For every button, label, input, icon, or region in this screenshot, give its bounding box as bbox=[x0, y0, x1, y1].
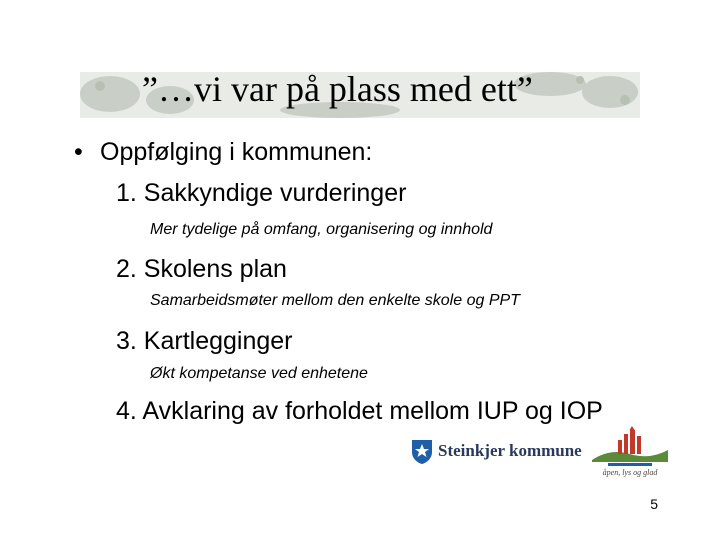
list-item-3-detail: Økt kompetanse ved enhetene bbox=[150, 365, 368, 382]
steinkjer-kommune-text: Steinkjer kommune bbox=[438, 441, 582, 460]
list-item-2-detail: Samarbeidsmøter mellom den enkelte skole og PPT bbox=[150, 292, 520, 309]
steinkjer-skyline-logo bbox=[590, 426, 670, 486]
list-item-1-detail: Mer tydelige på omfang, organisering og innhold bbox=[150, 221, 493, 238]
steinkjer-tagline: åpen, lys og glad bbox=[602, 468, 658, 477]
page-number: 5 bbox=[650, 496, 658, 512]
list-item-3: 3. Kartlegginger bbox=[116, 327, 293, 355]
coat-of-arms-icon bbox=[411, 439, 433, 465]
bullet-dot: • bbox=[74, 138, 83, 166]
list-item-2: 2. Skolens plan bbox=[116, 255, 287, 283]
list-item-4: 4. Avklaring av forholdet mellom IUP og IOP bbox=[116, 397, 603, 425]
main-bullet-text: Oppfølging i kommunen: bbox=[100, 138, 373, 166]
steinkjer-kommune-logo bbox=[411, 436, 581, 470]
list-item-1: 1. Sakkyndige vurderinger bbox=[116, 179, 407, 207]
slide-title: ”…vi var på plass med ett” bbox=[142, 69, 533, 109]
main-bullet bbox=[74, 138, 372, 167]
